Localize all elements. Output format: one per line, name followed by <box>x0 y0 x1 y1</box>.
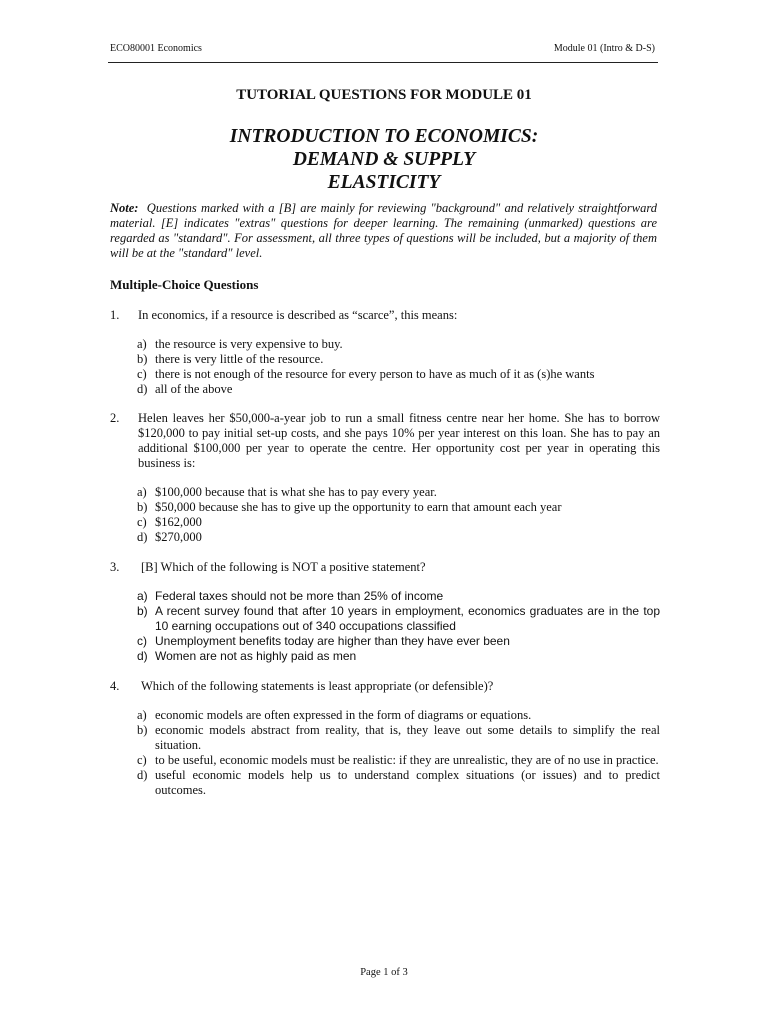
option-letter: c) <box>137 753 147 767</box>
question-number: 2. <box>110 411 120 425</box>
option-letter: a) <box>137 485 147 499</box>
question-stem: [B] Which of the following is NOT a positive statement? <box>141 560 426 574</box>
option-text: there is very little of the resource. <box>155 352 324 366</box>
question-stem: Helen leaves her $50,000-a-year job to run a small fitness centre near her home. She has to borrow $120,000 to pay initial set-up costs, and she pays 10% per year interest on this loan. She has to pay an additional $100,000 per year to operate the centre. Her opportunity cost per year in operating this business is: <box>138 411 660 470</box>
option-a <box>137 337 660 352</box>
header-module: Module 01 (Intro & D-S) <box>553 43 655 54</box>
question-1 <box>110 308 660 397</box>
question-number: 1. <box>110 308 120 322</box>
option-c <box>137 634 660 649</box>
main-title-line-1: INTRODUCTION TO ECONOMICS: <box>229 126 539 147</box>
option-a <box>137 708 660 723</box>
option-letter: b) <box>137 604 148 618</box>
question-2 <box>110 411 660 545</box>
question-options <box>137 589 660 664</box>
option-text: Federal taxes should not be more than 25% of income <box>155 589 444 603</box>
option-text: economic models abstract from reality, that is, they leave out some details to simplify the real situation. <box>155 723 660 752</box>
option-text: $50,000 because she has to give up the opportunity to earn that amount each year <box>155 500 562 514</box>
option-letter: d) <box>137 768 148 782</box>
option-c <box>137 753 660 768</box>
question-number: 4. <box>110 679 120 693</box>
option-letter: c) <box>137 515 147 529</box>
question-stem: Which of the following statements is least appropriate (or defensible)? <box>141 679 494 693</box>
option-letter: c) <box>137 634 147 648</box>
option-text: economic models are often expressed in the form of diagrams or equations. <box>155 708 532 722</box>
question-stem: In economics, if a resource is described as “scarce”, this means: <box>138 308 458 322</box>
option-letter: c) <box>137 367 147 381</box>
option-c <box>137 367 660 382</box>
option-text: $162,000 <box>155 515 202 529</box>
option-b <box>137 352 660 367</box>
note-label: Note: <box>110 201 139 215</box>
main-title-line-3: ELASTICITY <box>327 172 441 193</box>
option-text: $270,000 <box>155 530 202 544</box>
option-d <box>137 382 660 397</box>
option-letter: b) <box>137 352 148 366</box>
option-letter: a) <box>137 337 147 351</box>
option-d <box>137 768 660 798</box>
main-title <box>0 125 768 194</box>
option-text: Unemployment benefits today are higher than they have ever been <box>155 634 510 648</box>
question-3 <box>110 560 660 664</box>
option-d <box>137 649 660 664</box>
option-a <box>137 485 660 500</box>
option-text: $100,000 because that is what she has to pay every year. <box>155 485 437 499</box>
question-4 <box>110 679 660 798</box>
option-text: to be useful, economic models must be realistic: if they are unrealistic, they are of no use in practice. <box>155 753 659 767</box>
option-letter: b) <box>137 723 148 737</box>
header-divider <box>108 62 658 63</box>
question-options <box>137 485 660 545</box>
option-text: Women are not as highly paid as men <box>155 649 357 663</box>
option-letter: d) <box>137 649 148 663</box>
option-text: there is not enough of the resource for every person to have as much of it as (s)he wants <box>155 367 595 381</box>
main-title-line-2: DEMAND & SUPPLY <box>292 149 476 170</box>
note-text: Questions marked with a [B] are mainly for reviewing "background" and relatively straightforward material. [E] indicates "extras" questions for deeper learning. The remaining (unmarked) questions are regarded as "standard". For assessment, all three types of questions will be included, but a majority of them will be at the "standard" level. <box>110 201 657 260</box>
option-text: the resource is very expensive to buy. <box>155 337 343 351</box>
option-text: A recent survey found that after 10 years in employment, economics graduates are in the top 10 earning occupations out of 340 occupations classified <box>155 604 660 633</box>
option-b <box>137 604 660 634</box>
option-letter: d) <box>137 382 148 396</box>
note-paragraph <box>110 201 657 261</box>
option-b <box>137 723 660 753</box>
question-options <box>137 337 660 397</box>
header-course-code: ECO80001 Economics <box>110 43 202 54</box>
option-letter: b) <box>137 500 148 514</box>
option-letter: a) <box>137 708 147 722</box>
option-text: useful economic models help us to understand complex situations (or issues) and to predict outcomes. <box>155 768 660 797</box>
section-heading-mcq: Multiple-Choice Questions <box>110 277 259 292</box>
option-d <box>137 530 660 545</box>
option-text: all of the above <box>155 382 233 396</box>
tutorial-title: TUTORIAL QUESTIONS FOR MODULE 01 <box>236 87 532 103</box>
option-c <box>137 515 660 530</box>
option-letter: a) <box>137 589 148 603</box>
option-letter: d) <box>137 530 148 544</box>
question-options <box>137 708 660 798</box>
option-b <box>137 500 660 515</box>
page-number-footer: Page 1 of 3 <box>360 967 408 978</box>
option-a <box>137 589 660 604</box>
question-number: 3. <box>110 560 120 574</box>
